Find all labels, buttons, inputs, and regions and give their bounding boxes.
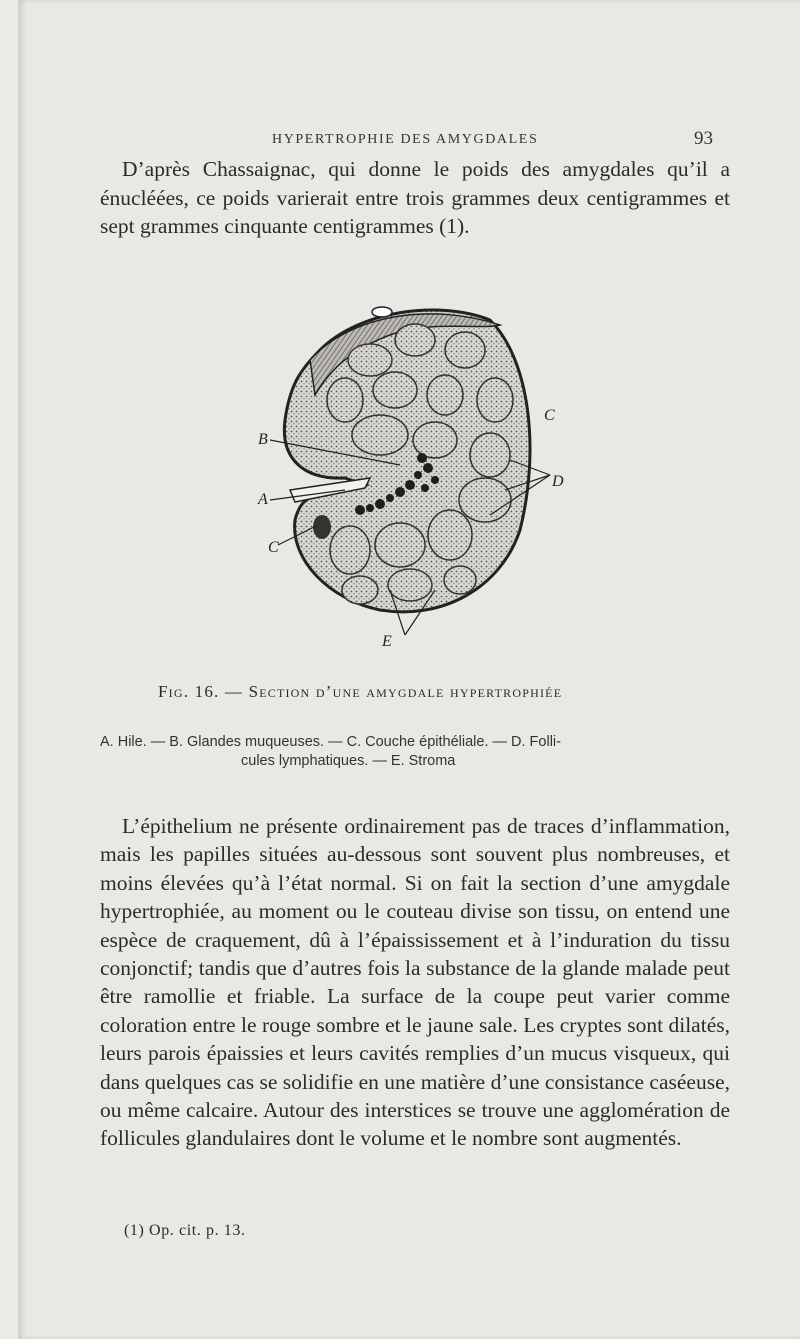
legend-line-2: cules lymphatiques. — E. Stroma (241, 753, 456, 769)
label-d: D (552, 473, 564, 490)
label-b: B (258, 431, 268, 448)
intro-text: D’après Chassaignac, qui donne le poids des amygdales qu’il a énucléées, ce poids varierait entre trois grammes deux centigrammes et sept grammes cinquante centigrammes (1). (100, 157, 730, 239)
intro-paragraph (100, 155, 730, 241)
running-title: HYPERTROPHIE DES AMYGDALES (272, 132, 539, 147)
figure-legend (100, 733, 730, 771)
body-text: L’épithelium ne présente ordinairement pas de traces d’inflammation, mais les papilles situées au-dessous sont souvent plus nombreuses, et moins élevées qu’à l’état normal. Si on fait la section d’une amygdale hypertrophiée, au moment ou le couteau divise son tissu, on entend une espèce de craquement, dû à l’épaississement et à l’induration du tissu conjonctif; tandis que d’autres fois la substance de la glande malade peut être ramollie et friable. La surface de la coupe peut varier comme coloration entre le rouge sombre et le jaune sale. Les cryptes sont dilatés, leurs parois épaissies et leurs cavités remplies d’un mucus visqueux, qui dans quelques cas se solidifie en une matière d’une consistance caséeuse, ou même calcaire. Autour des interstices se trouve une agglomération de follicules glandulaires dont le volume et le nombre sont augmentés. (100, 814, 730, 1151)
body-paragraph (100, 812, 730, 1153)
tonsil-illustration (250, 290, 570, 660)
page-number: 93 (694, 128, 713, 149)
legend-line-1: A. Hile. — B. Glandes muqueuses. — C. Couche épithéliale. — D. Folli- (100, 734, 561, 750)
label-c-bottom: C (268, 539, 279, 556)
footnote: (1) Op. cit. p. 13. (124, 1222, 246, 1239)
label-a: A (258, 491, 268, 508)
figure-caption (158, 682, 718, 702)
figure-caption-text: Fig. 16. — Section d’une amygdale hypertrophiée (158, 682, 563, 701)
tonsil-section-figure (250, 290, 570, 660)
label-e: E (382, 633, 392, 650)
label-c-top: C (544, 407, 555, 424)
